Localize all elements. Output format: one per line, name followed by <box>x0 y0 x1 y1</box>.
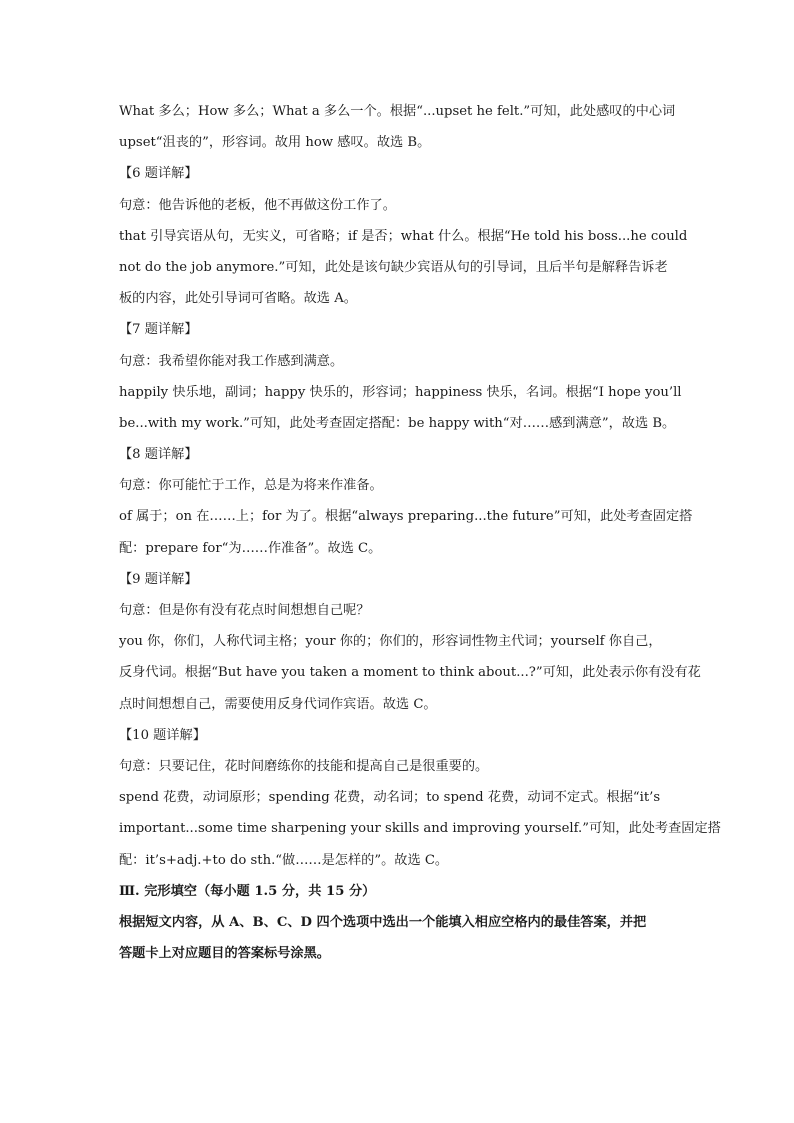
instructions-line-2: 答题卡上对应题目的答案标号涂黑。 <box>119 946 330 962</box>
text-line-25: 配：it’s+adj.+to do sth.“做……是怎样的”。故选 C。 <box>119 852 449 868</box>
text-line-4: 句意：他告诉他的老板，他不再做这份工作了。 <box>119 197 396 213</box>
text-line-18: you 你，你们，人称代词主格；your 你的；你们的，形容词性物主代词；yourself 你自己， <box>119 634 662 650</box>
document-page <box>119 96 721 969</box>
text-line-10: happily 快乐地，副词；happy 快乐的，形容词；happiness 快乐，名词。根据“I hope you’ll <box>119 384 682 400</box>
text-line-24: important...some time sharpening your skills and improving yourself.”可知，此处考查固定搭 <box>119 821 721 837</box>
text-line-14: of 属于；on 在……上；for 为了。根据“always preparing...the future”可知，此处考查固定搭 <box>119 509 693 525</box>
section-heading-q6: 【6 题详解】 <box>119 166 198 182</box>
text-line-9: 句意：我希望你能对我工作感到满意。 <box>119 353 344 369</box>
text-line-23: spend 花费，动词原形；spending 花费，动名词；to spend 花费，动词不定式。根据“it’s <box>119 790 661 806</box>
text-line-7: 板的内容，此处引导词可省略。故选 A。 <box>119 291 357 307</box>
instructions-line-1: 根据短文内容，从 A、B、C、D 四个选项中选出一个能填入相应空格内的最佳答案，并把 <box>119 914 647 930</box>
text-line-5: that 引导宾语从句，无实义，可省略；if 是否；what 什么。根据“He told his boss...he could <box>119 228 688 244</box>
text-line-11: be...with my work.”可知，此处考查固定搭配：be happy with“对……感到满意”，故选 B。 <box>119 415 676 431</box>
text-line-17: 句意：但是你有没有花点时间想想自己呢？ <box>119 603 370 618</box>
section-title-cloze: Ⅲ. 完形填空（每小题 1.5 分，共 15 分） <box>119 883 376 899</box>
text-line-15: 配：prepare for“为……作准备”。故选 C。 <box>119 540 382 556</box>
section-heading-q8: 【8 题详解】 <box>119 447 198 463</box>
section-heading-q10: 【10 题详解】 <box>119 727 206 743</box>
text-line-22: 句意：只要记住，花时间磨练你的技能和提高自己是很重要的。 <box>119 758 489 774</box>
section-heading-q9: 【9 题详解】 <box>119 571 198 587</box>
text-line-6: not do the job anymore.”可知，此处是该句缺少宾语从句的引导词，且后半句是解释告诉老 <box>119 259 668 275</box>
text-line-20: 点时间想想自己，需要使用反身代词作宾语。故选 C。 <box>119 696 437 712</box>
section-heading-q7: 【7 题详解】 <box>119 322 198 338</box>
text-line-19: 反身代词。根据“But have you taken a moment to think about...?”可知，此处表示你有没有花 <box>119 665 701 681</box>
text-line-1: What 多么；How 多么；What a 多么一个。根据“...upset he felt.”可知，此处感叹的中心词 <box>119 104 676 119</box>
text-line-2: upset“沮丧的”，形容词。故用 how 感叹。故选 B。 <box>119 135 431 151</box>
text-line-13: 句意：你可能忙于工作，总是为将来作准备。 <box>119 478 383 494</box>
